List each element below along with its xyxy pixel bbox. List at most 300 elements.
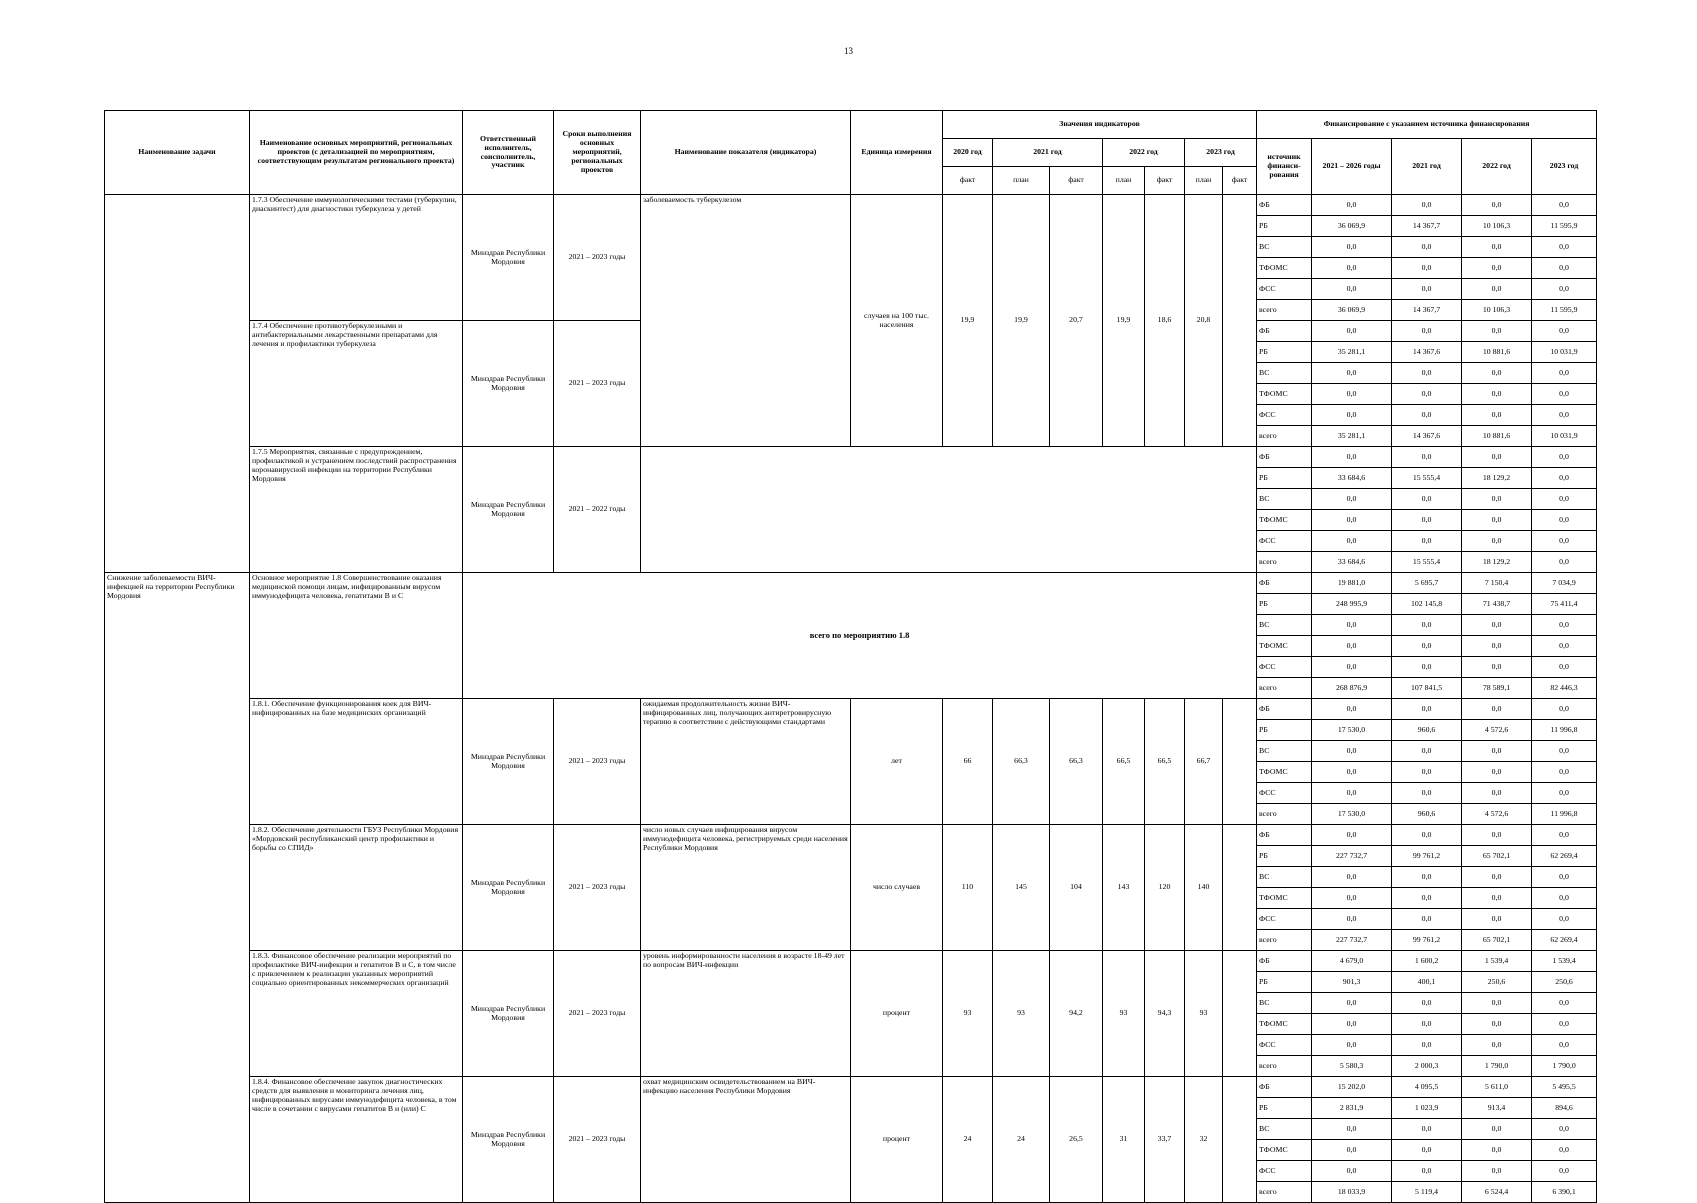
indicator-value-cell: 143	[1103, 825, 1145, 951]
finance-value-cell: 0,0	[1462, 237, 1532, 258]
finance-value-cell: 0,0	[1532, 1140, 1597, 1161]
source-cell: ТФОМС	[1257, 762, 1312, 783]
finance-value-cell: 0,0	[1462, 1014, 1532, 1035]
finance-value-cell: 0,0	[1312, 510, 1392, 531]
finance-value-cell: 0,0	[1312, 405, 1392, 426]
source-cell: ФБ	[1257, 321, 1312, 342]
finance-value-cell: 0,0	[1532, 552, 1597, 573]
finance-value-cell: 0,0	[1532, 468, 1597, 489]
finance-value-cell: 4 572,6	[1462, 804, 1532, 825]
finance-value-cell: 5 119,4	[1392, 1182, 1462, 1203]
finance-value-cell: 0,0	[1392, 384, 1462, 405]
finance-value-cell: 0,0	[1532, 993, 1597, 1014]
source-cell: ФБ	[1257, 951, 1312, 972]
finance-value-cell: 0,0	[1462, 489, 1532, 510]
finance-value-cell: 0,0	[1392, 258, 1462, 279]
finance-value-cell: 65 702,1	[1462, 930, 1532, 951]
responsible-cell: Минздрав Республики Мордовия	[463, 699, 554, 825]
finance-value-cell: 0,0	[1462, 363, 1532, 384]
finance-value-cell: 0,0	[1392, 909, 1462, 930]
finance-value-cell: 1 539,4	[1532, 951, 1597, 972]
finance-value-cell: 0,0	[1392, 1119, 1462, 1140]
finance-value-cell: 0,0	[1392, 636, 1462, 657]
finance-value-cell: 913,4	[1462, 1098, 1532, 1119]
finance-value-cell: 250,6	[1462, 972, 1532, 993]
activity-cell: 1.8.2. Обеспечение деятельности ГБУЗ Республики Мордовия «Мордовский республиканский центр профилактики и борьбы со СПИД»	[250, 825, 463, 951]
responsible-cell: Минздрав Республики Мордовия	[463, 195, 554, 321]
terms-cell: 2021 – 2023 годы	[554, 195, 641, 321]
source-cell: ТФОМС	[1257, 1014, 1312, 1035]
finance-value-cell: 0,0	[1312, 1161, 1392, 1182]
indicator-value-cell: 66	[943, 699, 993, 825]
source-cell: ФБ	[1257, 195, 1312, 216]
finance-value-cell: 0,0	[1532, 1161, 1597, 1182]
indicator-value-cell	[1223, 951, 1257, 1077]
finance-value-cell: 227 732,7	[1312, 930, 1392, 951]
source-cell: ФСС	[1257, 405, 1312, 426]
terms-cell: 2021 – 2023 годы	[554, 951, 641, 1077]
indicator-value-cell	[1223, 825, 1257, 951]
finance-value-cell: 0,0	[1312, 489, 1392, 510]
finance-value-cell: 4 679,0	[1312, 951, 1392, 972]
finance-value-cell: 0,0	[1462, 258, 1532, 279]
finance-value-cell: 0,0	[1532, 825, 1597, 846]
activity-cell: 1.8.3. Финансовое обеспечение реализации мероприятий по профилактике ВИЧ-инфекции и гепатитов B и C, в том числе с привлечением к реализации указанных мероприятий социально ориентированных некоммерческих организаций	[250, 951, 463, 1077]
finance-value-cell: 901,3	[1312, 972, 1392, 993]
finance-value-cell: 10 106,3	[1462, 216, 1532, 237]
finance-value-cell: 960,6	[1392, 804, 1462, 825]
finance-value-cell: 0,0	[1462, 783, 1532, 804]
finance-value-cell: 0,0	[1532, 783, 1597, 804]
header-activity: Наименование основных мероприятий, региональных проектов (с детализацией по мероприятиям, соответствующим результатам регионального проекта)	[250, 111, 463, 195]
finance-value-cell: 0,0	[1392, 762, 1462, 783]
header-source: источник финанси-рования	[1257, 139, 1312, 195]
finance-value-cell: 10 031,9	[1532, 342, 1597, 363]
finance-value-cell: 0,0	[1532, 909, 1597, 930]
finance-value-cell: 10 881,6	[1462, 342, 1532, 363]
finance-value-cell: 0,0	[1312, 762, 1392, 783]
table-row	[105, 447, 1597, 468]
finance-value-cell: 0,0	[1392, 321, 1462, 342]
header-indicator: Наименование показателя (индикатора)	[641, 111, 851, 195]
finance-value-cell: 5 611,0	[1462, 1077, 1532, 1098]
finance-value-cell: 0,0	[1462, 384, 1532, 405]
finance-value-cell: 0,0	[1532, 699, 1597, 720]
finance-value-cell: 0,0	[1312, 384, 1392, 405]
terms-cell: 2021 – 2023 годы	[554, 321, 641, 447]
source-cell: ТФОМС	[1257, 258, 1312, 279]
header-terms: Сроки выполнения основных мероприятий, региональных проектов	[554, 111, 641, 195]
header-f-2021: 2021 год	[1392, 139, 1462, 195]
finance-value-cell: 15 555,4	[1392, 468, 1462, 489]
header-plan: план	[1185, 167, 1223, 195]
finance-value-cell: 0,0	[1532, 363, 1597, 384]
responsible-cell: Минздрав Республики Мордовия	[463, 321, 554, 447]
finance-value-cell: 65 702,1	[1462, 846, 1532, 867]
terms-cell: 2021 – 2023 годы	[554, 1077, 641, 1203]
finance-value-cell: 0,0	[1312, 1035, 1392, 1056]
finance-value-cell: 0,0	[1392, 405, 1462, 426]
finance-value-cell: 268 876,9	[1312, 678, 1392, 699]
source-cell: ТФОМС	[1257, 510, 1312, 531]
finance-value-cell: 4 572,6	[1462, 720, 1532, 741]
source-cell: РБ	[1257, 846, 1312, 867]
source-cell: ВС	[1257, 1119, 1312, 1140]
source-cell: РБ	[1257, 216, 1312, 237]
finance-value-cell: 2 831,9	[1312, 1098, 1392, 1119]
indicator-value-cell: 26,5	[1050, 1077, 1103, 1203]
finance-value-cell: 36 069,9	[1312, 300, 1392, 321]
table-row	[105, 1077, 1597, 1098]
source-cell: ФБ	[1257, 825, 1312, 846]
finance-value-cell: 14 367,7	[1392, 300, 1462, 321]
indicator-value-cell: 66,5	[1103, 699, 1145, 825]
finance-value-cell: 11 996,8	[1532, 804, 1597, 825]
indicator-cell: число новых случаев инфицирования вирусом иммунодефицита человека, регистрируемых среди населения Республики Мордовия	[641, 825, 851, 951]
finance-value-cell: 0,0	[1392, 657, 1462, 678]
header-2020: 2020 год	[943, 139, 993, 167]
indicator-value-cell: 93	[993, 951, 1050, 1077]
indicator-value-cell: 66,5	[1145, 699, 1185, 825]
source-cell: всего	[1257, 1056, 1312, 1077]
finance-value-cell: 6 390,1	[1532, 1182, 1597, 1203]
activity-cell: Основное мероприятие 1.8 Совершенствование оказания медицинской помощи лицам, инфицированным вирусом иммунодефицита человека, гепатитами B и C	[250, 573, 463, 699]
finance-value-cell: 33 684,6	[1312, 468, 1392, 489]
source-cell: ФБ	[1257, 1077, 1312, 1098]
source-cell: всего	[1257, 804, 1312, 825]
finance-value-cell: 99 761,2	[1392, 846, 1462, 867]
source-cell: ВС	[1257, 363, 1312, 384]
finance-value-cell: 5 695,7	[1392, 573, 1462, 594]
finance-value-cell: 0,0	[1312, 1014, 1392, 1035]
finance-value-cell: 17 530,0	[1312, 720, 1392, 741]
finance-value-cell: 0,0	[1392, 741, 1462, 762]
indicator-value-cell	[1223, 699, 1257, 825]
header-f-2023: 2023 год	[1532, 139, 1597, 195]
source-cell: ТФОМС	[1257, 888, 1312, 909]
indicator-value-cell: 94,2	[1050, 951, 1103, 1077]
finance-value-cell: 0,0	[1532, 258, 1597, 279]
header-task: Наименование задачи	[105, 111, 250, 195]
responsible-cell: Минздрав Республики Мордовия	[463, 825, 554, 951]
indicator-value-cell: 20,7	[1050, 195, 1103, 447]
indicator-cell: уровень информированности населения в возрасте 18-49 лет по вопросам ВИЧ-инфекции	[641, 951, 851, 1077]
finance-value-cell: 0,0	[1532, 237, 1597, 258]
finance-value-cell: 0,0	[1462, 636, 1532, 657]
unit-cell: процент	[851, 1077, 943, 1203]
finance-value-cell: 14 367,6	[1392, 426, 1462, 447]
finance-value-cell: 0,0	[1532, 195, 1597, 216]
finance-value-cell: 0,0	[1392, 510, 1462, 531]
page-number: 13	[844, 46, 853, 56]
indicator-value-cell: 66,3	[1050, 699, 1103, 825]
indicator-value-cell: 31	[1103, 1077, 1145, 1203]
finance-value-cell: 0,0	[1312, 825, 1392, 846]
finance-value-cell: 5 495,5	[1532, 1077, 1597, 1098]
finance-value-cell: 0,0	[1462, 762, 1532, 783]
table-body	[105, 195, 1597, 1203]
finance-value-cell: 10 031,9	[1532, 426, 1597, 447]
unit-cell: процент	[851, 951, 943, 1077]
finance-value-cell: 6 524,4	[1462, 1182, 1532, 1203]
activity-cell: 1.7.5 Мероприятия, связанные с предупреждением, профилактикой и устранением последствий распространения коронавирусной инфекции на территории Республики Мордовия	[250, 447, 463, 573]
finance-value-cell: 400,1	[1392, 972, 1462, 993]
source-cell: всего	[1257, 300, 1312, 321]
unit-cell: лет	[851, 699, 943, 825]
finance-value-cell: 17 530,0	[1312, 804, 1392, 825]
responsible-cell: Минздрав Республики Мордовия	[463, 447, 554, 573]
finance-value-cell: 75 411,4	[1532, 594, 1597, 615]
finance-value-cell: 1 539,4	[1462, 951, 1532, 972]
finance-value-cell: 0,0	[1312, 888, 1392, 909]
finance-value-cell: 0,0	[1312, 363, 1392, 384]
finance-value-cell: 0,0	[1392, 279, 1462, 300]
finance-value-cell: 99 761,2	[1392, 930, 1462, 951]
finance-value-cell: 0,0	[1462, 1140, 1532, 1161]
indicator-cell: заболеваемость туберкулезом	[641, 195, 851, 447]
source-cell: ВС	[1257, 615, 1312, 636]
finance-value-cell: 0,0	[1312, 657, 1392, 678]
table-row	[105, 573, 1597, 594]
finance-value-cell: 5 580,3	[1312, 1056, 1392, 1077]
finance-value-cell: 0,0	[1462, 447, 1532, 468]
source-cell: ФСС	[1257, 531, 1312, 552]
finance-value-cell: 0,0	[1392, 1035, 1462, 1056]
finance-value-cell: 0,0	[1532, 1119, 1597, 1140]
indicator-value-cell: 120	[1145, 825, 1185, 951]
finance-value-cell: 0,0	[1532, 447, 1597, 468]
finance-value-cell: 0,0	[1312, 447, 1392, 468]
finance-value-cell: 7 150,4	[1462, 573, 1532, 594]
source-cell: ФСС	[1257, 909, 1312, 930]
finance-value-cell: 18 129,2	[1462, 468, 1532, 489]
header-fact: факт	[1223, 167, 1257, 195]
finance-value-cell: 1 790,0	[1532, 1056, 1597, 1077]
source-cell: РБ	[1257, 468, 1312, 489]
program-table	[104, 110, 1597, 1203]
responsible-cell: Минздрав Республики Мордовия	[463, 951, 554, 1077]
activity-cell: 1.7.4 Обеспечение противотуберкулезными и антибактериальными лекарственными препаратами для лечения и профилактики туберкулеза	[250, 321, 463, 447]
finance-value-cell: 0,0	[1462, 405, 1532, 426]
finance-value-cell: 11 996,8	[1532, 720, 1597, 741]
indicator-value-cell: 24	[943, 1077, 993, 1203]
source-cell: ТФОМС	[1257, 384, 1312, 405]
finance-value-cell: 18 129,2	[1462, 552, 1532, 573]
indicator-value-cell: 32	[1185, 1077, 1223, 1203]
source-cell: всего	[1257, 1182, 1312, 1203]
empty-indicator-area	[641, 447, 1257, 573]
finance-value-cell: 0,0	[1532, 762, 1597, 783]
finance-value-cell: 0,0	[1392, 699, 1462, 720]
source-cell: всего	[1257, 426, 1312, 447]
activity-cell: 1.7.3 Обеспечение иммунологическими тестами (туберкулин, диаскинтест) для диагностики туберкулеза у детей	[250, 195, 463, 321]
finance-value-cell: 1 790,0	[1462, 1056, 1532, 1077]
finance-value-cell: 35 281,1	[1312, 342, 1392, 363]
finance-value-cell: 10 106,3	[1462, 300, 1532, 321]
header-responsible: Ответственный исполнитель, соисполнитель, участник	[463, 111, 554, 195]
source-cell: всего	[1257, 930, 1312, 951]
finance-value-cell: 0,0	[1462, 531, 1532, 552]
header-financing: Финансирование с указанием источника финансирования	[1257, 111, 1597, 139]
finance-value-cell: 0,0	[1392, 1014, 1462, 1035]
indicator-value-cell: 33,7	[1145, 1077, 1185, 1203]
indicator-value-cell: 66,7	[1185, 699, 1223, 825]
finance-value-cell: 0,0	[1462, 909, 1532, 930]
source-cell: ВС	[1257, 237, 1312, 258]
finance-value-cell: 78 589,1	[1462, 678, 1532, 699]
finance-value-cell: 0,0	[1532, 321, 1597, 342]
finance-value-cell: 14 367,6	[1392, 342, 1462, 363]
finance-value-cell: 36 069,9	[1312, 216, 1392, 237]
header-fact: факт	[1050, 167, 1103, 195]
source-cell: ТФОМС	[1257, 1140, 1312, 1161]
finance-value-cell: 0,0	[1462, 321, 1532, 342]
task-cell	[105, 195, 250, 573]
finance-value-cell: 0,0	[1392, 615, 1462, 636]
unit-cell: число случаев	[851, 825, 943, 951]
finance-value-cell: 0,0	[1532, 1014, 1597, 1035]
source-cell: всего	[1257, 678, 1312, 699]
finance-value-cell: 0,0	[1462, 741, 1532, 762]
indicator-value-cell: 94,3	[1145, 951, 1185, 1077]
activity-cell: 1.8.4. Финансовое обеспечение закупок диагностических средств для выявления и мониторинга лечения лиц, инфицированных вирусами иммунодефицита человека, в том числе в сочетании с вирусами гепатитов B и (или) C	[250, 1077, 463, 1203]
indicator-value-cell: 140	[1185, 825, 1223, 951]
finance-value-cell: 0,0	[1532, 888, 1597, 909]
finance-value-cell: 0,0	[1312, 909, 1392, 930]
finance-value-cell: 0,0	[1462, 615, 1532, 636]
finance-value-cell: 62 269,4	[1532, 930, 1597, 951]
finance-value-cell: 15 555,4	[1392, 552, 1462, 573]
source-cell: ФБ	[1257, 573, 1312, 594]
unit-cell: случаев на 100 тыс. населения	[851, 195, 943, 447]
finance-value-cell: 0,0	[1312, 993, 1392, 1014]
finance-value-cell: 0,0	[1462, 195, 1532, 216]
terms-cell: 2021 – 2023 годы	[554, 699, 641, 825]
finance-value-cell: 0,0	[1462, 1035, 1532, 1056]
responsible-cell: Минздрав Республики Мордовия	[463, 1077, 554, 1203]
finance-value-cell: 0,0	[1462, 867, 1532, 888]
finance-value-cell: 0,0	[1532, 384, 1597, 405]
finance-value-cell: 248 995,9	[1312, 594, 1392, 615]
finance-value-cell: 1 023,9	[1392, 1098, 1462, 1119]
indicator-value-cell: 93	[1185, 951, 1223, 1077]
header-plan: план	[993, 167, 1050, 195]
table-row	[105, 825, 1597, 846]
table-row	[105, 699, 1597, 720]
source-cell: ФСС	[1257, 1035, 1312, 1056]
finance-value-cell: 35 281,1	[1312, 426, 1392, 447]
indicator-value-cell: 145	[993, 825, 1050, 951]
source-cell: РБ	[1257, 594, 1312, 615]
finance-value-cell: 250,6	[1532, 972, 1597, 993]
finance-value-cell: 18 033,9	[1312, 1182, 1392, 1203]
finance-value-cell: 0,0	[1532, 489, 1597, 510]
finance-value-cell: 960,6	[1392, 720, 1462, 741]
indicator-value-cell: 110	[943, 825, 993, 951]
source-cell: ТФОМС	[1257, 636, 1312, 657]
finance-value-cell: 0,0	[1392, 1140, 1462, 1161]
source-cell: ФСС	[1257, 1161, 1312, 1182]
finance-value-cell: 10 881,6	[1462, 426, 1532, 447]
header-indicator-values: Значения индикаторов	[943, 111, 1257, 139]
finance-value-cell: 0,0	[1392, 867, 1462, 888]
header-plan: план	[1103, 167, 1145, 195]
indicator-value-cell: 19,9	[993, 195, 1050, 447]
finance-value-cell: 0,0	[1392, 363, 1462, 384]
terms-cell: 2021 – 2022 годы	[554, 447, 641, 573]
indicator-cell: ожидаемая продолжительность жизни ВИЧ-инфицированных лиц, получающих антиретровирусную терапию в соответствии с действующими стандартами	[641, 699, 851, 825]
indicator-value-cell: 93	[943, 951, 993, 1077]
source-cell: ВС	[1257, 489, 1312, 510]
finance-value-cell: 62 269,4	[1532, 846, 1597, 867]
finance-value-cell: 0,0	[1312, 531, 1392, 552]
indicator-value-cell: 18,6	[1145, 195, 1185, 447]
finance-value-cell: 0,0	[1312, 258, 1392, 279]
finance-value-cell: 0,0	[1532, 279, 1597, 300]
source-cell: РБ	[1257, 342, 1312, 363]
total-label: всего по мероприятию 1.8	[463, 573, 1257, 699]
source-cell: РБ	[1257, 972, 1312, 993]
finance-value-cell: 0,0	[1312, 1119, 1392, 1140]
indicator-value-cell: 19,9	[943, 195, 993, 447]
finance-value-cell: 0,0	[1462, 657, 1532, 678]
finance-value-cell: 227 732,7	[1312, 846, 1392, 867]
header-fact: факт	[1145, 167, 1185, 195]
header-fact: факт	[943, 167, 993, 195]
finance-value-cell: 0,0	[1312, 195, 1392, 216]
source-cell: РБ	[1257, 1098, 1312, 1119]
finance-value-cell: 0,0	[1312, 237, 1392, 258]
header-2021: 2021 год	[993, 139, 1103, 167]
indicator-value-cell: 19,9	[1103, 195, 1145, 447]
finance-value-cell: 0,0	[1312, 867, 1392, 888]
source-cell: ФСС	[1257, 657, 1312, 678]
finance-value-cell: 0,0	[1462, 279, 1532, 300]
source-cell: ВС	[1257, 867, 1312, 888]
indicator-value-cell: 93	[1103, 951, 1145, 1077]
source-cell: всего	[1257, 552, 1312, 573]
finance-value-cell: 2 000,3	[1392, 1056, 1462, 1077]
indicator-cell: охват медицинским освидетельствованием на ВИЧ-инфекцию населения Республики Мордовия	[641, 1077, 851, 1203]
finance-value-cell: 0,0	[1462, 1161, 1532, 1182]
source-cell: ФСС	[1257, 279, 1312, 300]
finance-value-cell: 0,0	[1392, 489, 1462, 510]
finance-value-cell: 0,0	[1532, 1035, 1597, 1056]
finance-value-cell: 19 881,0	[1312, 573, 1392, 594]
source-cell: ФБ	[1257, 699, 1312, 720]
finance-value-cell: 0,0	[1392, 783, 1462, 804]
table-row	[105, 195, 1597, 216]
finance-value-cell: 0,0	[1532, 657, 1597, 678]
finance-value-cell: 0,0	[1312, 321, 1392, 342]
finance-value-cell: 0,0	[1532, 615, 1597, 636]
source-cell: ФСС	[1257, 783, 1312, 804]
finance-value-cell: 0,0	[1392, 237, 1462, 258]
table-row	[105, 951, 1597, 972]
finance-value-cell: 0,0	[1532, 510, 1597, 531]
finance-value-cell: 894,6	[1532, 1098, 1597, 1119]
finance-value-cell: 1 600,2	[1392, 951, 1462, 972]
terms-cell: 2021 – 2023 годы	[554, 825, 641, 951]
activity-cell: 1.8.1. Обеспечение функционирования коек для ВИЧ-инфицированных на базе медицинских организаций	[250, 699, 463, 825]
finance-value-cell: 107 841,5	[1392, 678, 1462, 699]
finance-value-cell: 0,0	[1312, 636, 1392, 657]
finance-value-cell: 0,0	[1392, 993, 1462, 1014]
finance-value-cell: 11 595,9	[1532, 216, 1597, 237]
finance-value-cell: 0,0	[1392, 195, 1462, 216]
source-cell: ВС	[1257, 741, 1312, 762]
finance-value-cell: 0,0	[1532, 636, 1597, 657]
